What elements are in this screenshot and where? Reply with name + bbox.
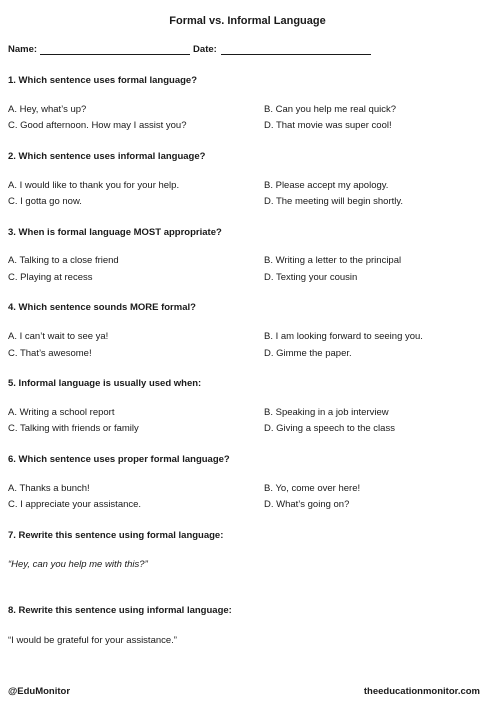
question-prompt: 5. Informal language is usually used when: [8, 378, 202, 389]
option-a: A. Hey, what’s up? [8, 104, 87, 115]
question-7 [8, 530, 488, 570]
question-prompt: 2. Which sentence uses informal language? [8, 151, 206, 162]
option-b: B. I am looking forward to seeing you. [264, 331, 423, 342]
option-d: D. Gimme the paper. [264, 348, 352, 359]
options-row [8, 255, 488, 269]
question-5 [8, 378, 488, 434]
option-c: C. Good afternoon. How may I assist you? [8, 120, 187, 131]
option-b: B. Speaking in a job interview [264, 407, 389, 418]
option-a: A. I would like to thank you for your help. [8, 180, 180, 191]
name-label: Name: [8, 44, 38, 55]
option-d: D. What’s going on? [264, 499, 350, 510]
footer-handle: @EduMonitor [8, 686, 71, 697]
options-row [8, 499, 488, 513]
rewrite-sentence: “I would be grateful for your assistance.” [8, 635, 177, 646]
question-prompt: 8. Rewrite this sentence using informal language: [8, 605, 232, 616]
options-row [8, 483, 488, 497]
option-d: D. Texting your cousin [264, 272, 358, 283]
option-c: C. I appreciate your assistance. [8, 499, 142, 510]
option-c: C. I gotta go now. [8, 196, 82, 207]
option-b: B. Please accept my apology. [264, 180, 389, 191]
question-4 [8, 302, 488, 359]
option-c: C. Talking with friends or family [8, 423, 139, 434]
options-row [8, 120, 488, 134]
option-d: D. Giving a speech to the class [264, 423, 395, 434]
question-2 [8, 151, 488, 207]
name-date-row [8, 44, 488, 55]
question-1 [8, 75, 488, 131]
option-c: C. That’s awesome! [8, 348, 92, 359]
options-row [8, 423, 488, 437]
question-3 [8, 227, 488, 283]
option-a: A. Writing a school report [8, 407, 115, 418]
name-blank-line[interactable] [40, 44, 190, 55]
option-b: B. Writing a letter to the principal [264, 255, 402, 266]
date-blank-line[interactable] [221, 44, 371, 55]
date-label: Date: [193, 44, 217, 55]
footer-website: theeducationmonitor.com [363, 686, 480, 697]
question-prompt: 4. Which sentence sounds MORE formal? [8, 302, 196, 313]
options-row [8, 407, 488, 421]
option-c: C. Playing at recess [8, 272, 93, 283]
question-prompt: 7. Rewrite this sentence using formal language: [8, 530, 224, 541]
question-prompt: 1. Which sentence uses formal language? [8, 75, 197, 86]
options-row [8, 272, 488, 286]
option-b: B. Yo, come over here! [264, 483, 361, 494]
question-6 [8, 454, 488, 510]
option-a: A. Thanks a bunch! [8, 483, 90, 494]
option-d: D. That movie was super cool! [264, 120, 392, 131]
option-b: B. Can you help me real quick? [264, 104, 397, 115]
rewrite-sentence: “Hey, can you help me with this?” [8, 559, 148, 570]
worksheet-title: Formal vs. Informal Language [169, 15, 326, 27]
options-row [8, 180, 488, 194]
options-row [8, 348, 488, 362]
options-row [8, 331, 488, 345]
question-prompt: 3. When is formal language MOST appropriate? [8, 227, 222, 238]
question-8 [8, 605, 488, 646]
question-prompt: 6. Which sentence uses proper formal language? [8, 454, 230, 465]
option-a: A. Talking to a close friend [8, 255, 119, 266]
options-row [8, 196, 488, 210]
options-row [8, 104, 488, 118]
option-d: D. The meeting will begin shortly. [264, 196, 404, 207]
option-a: A. I can’t wait to see ya! [8, 331, 109, 342]
